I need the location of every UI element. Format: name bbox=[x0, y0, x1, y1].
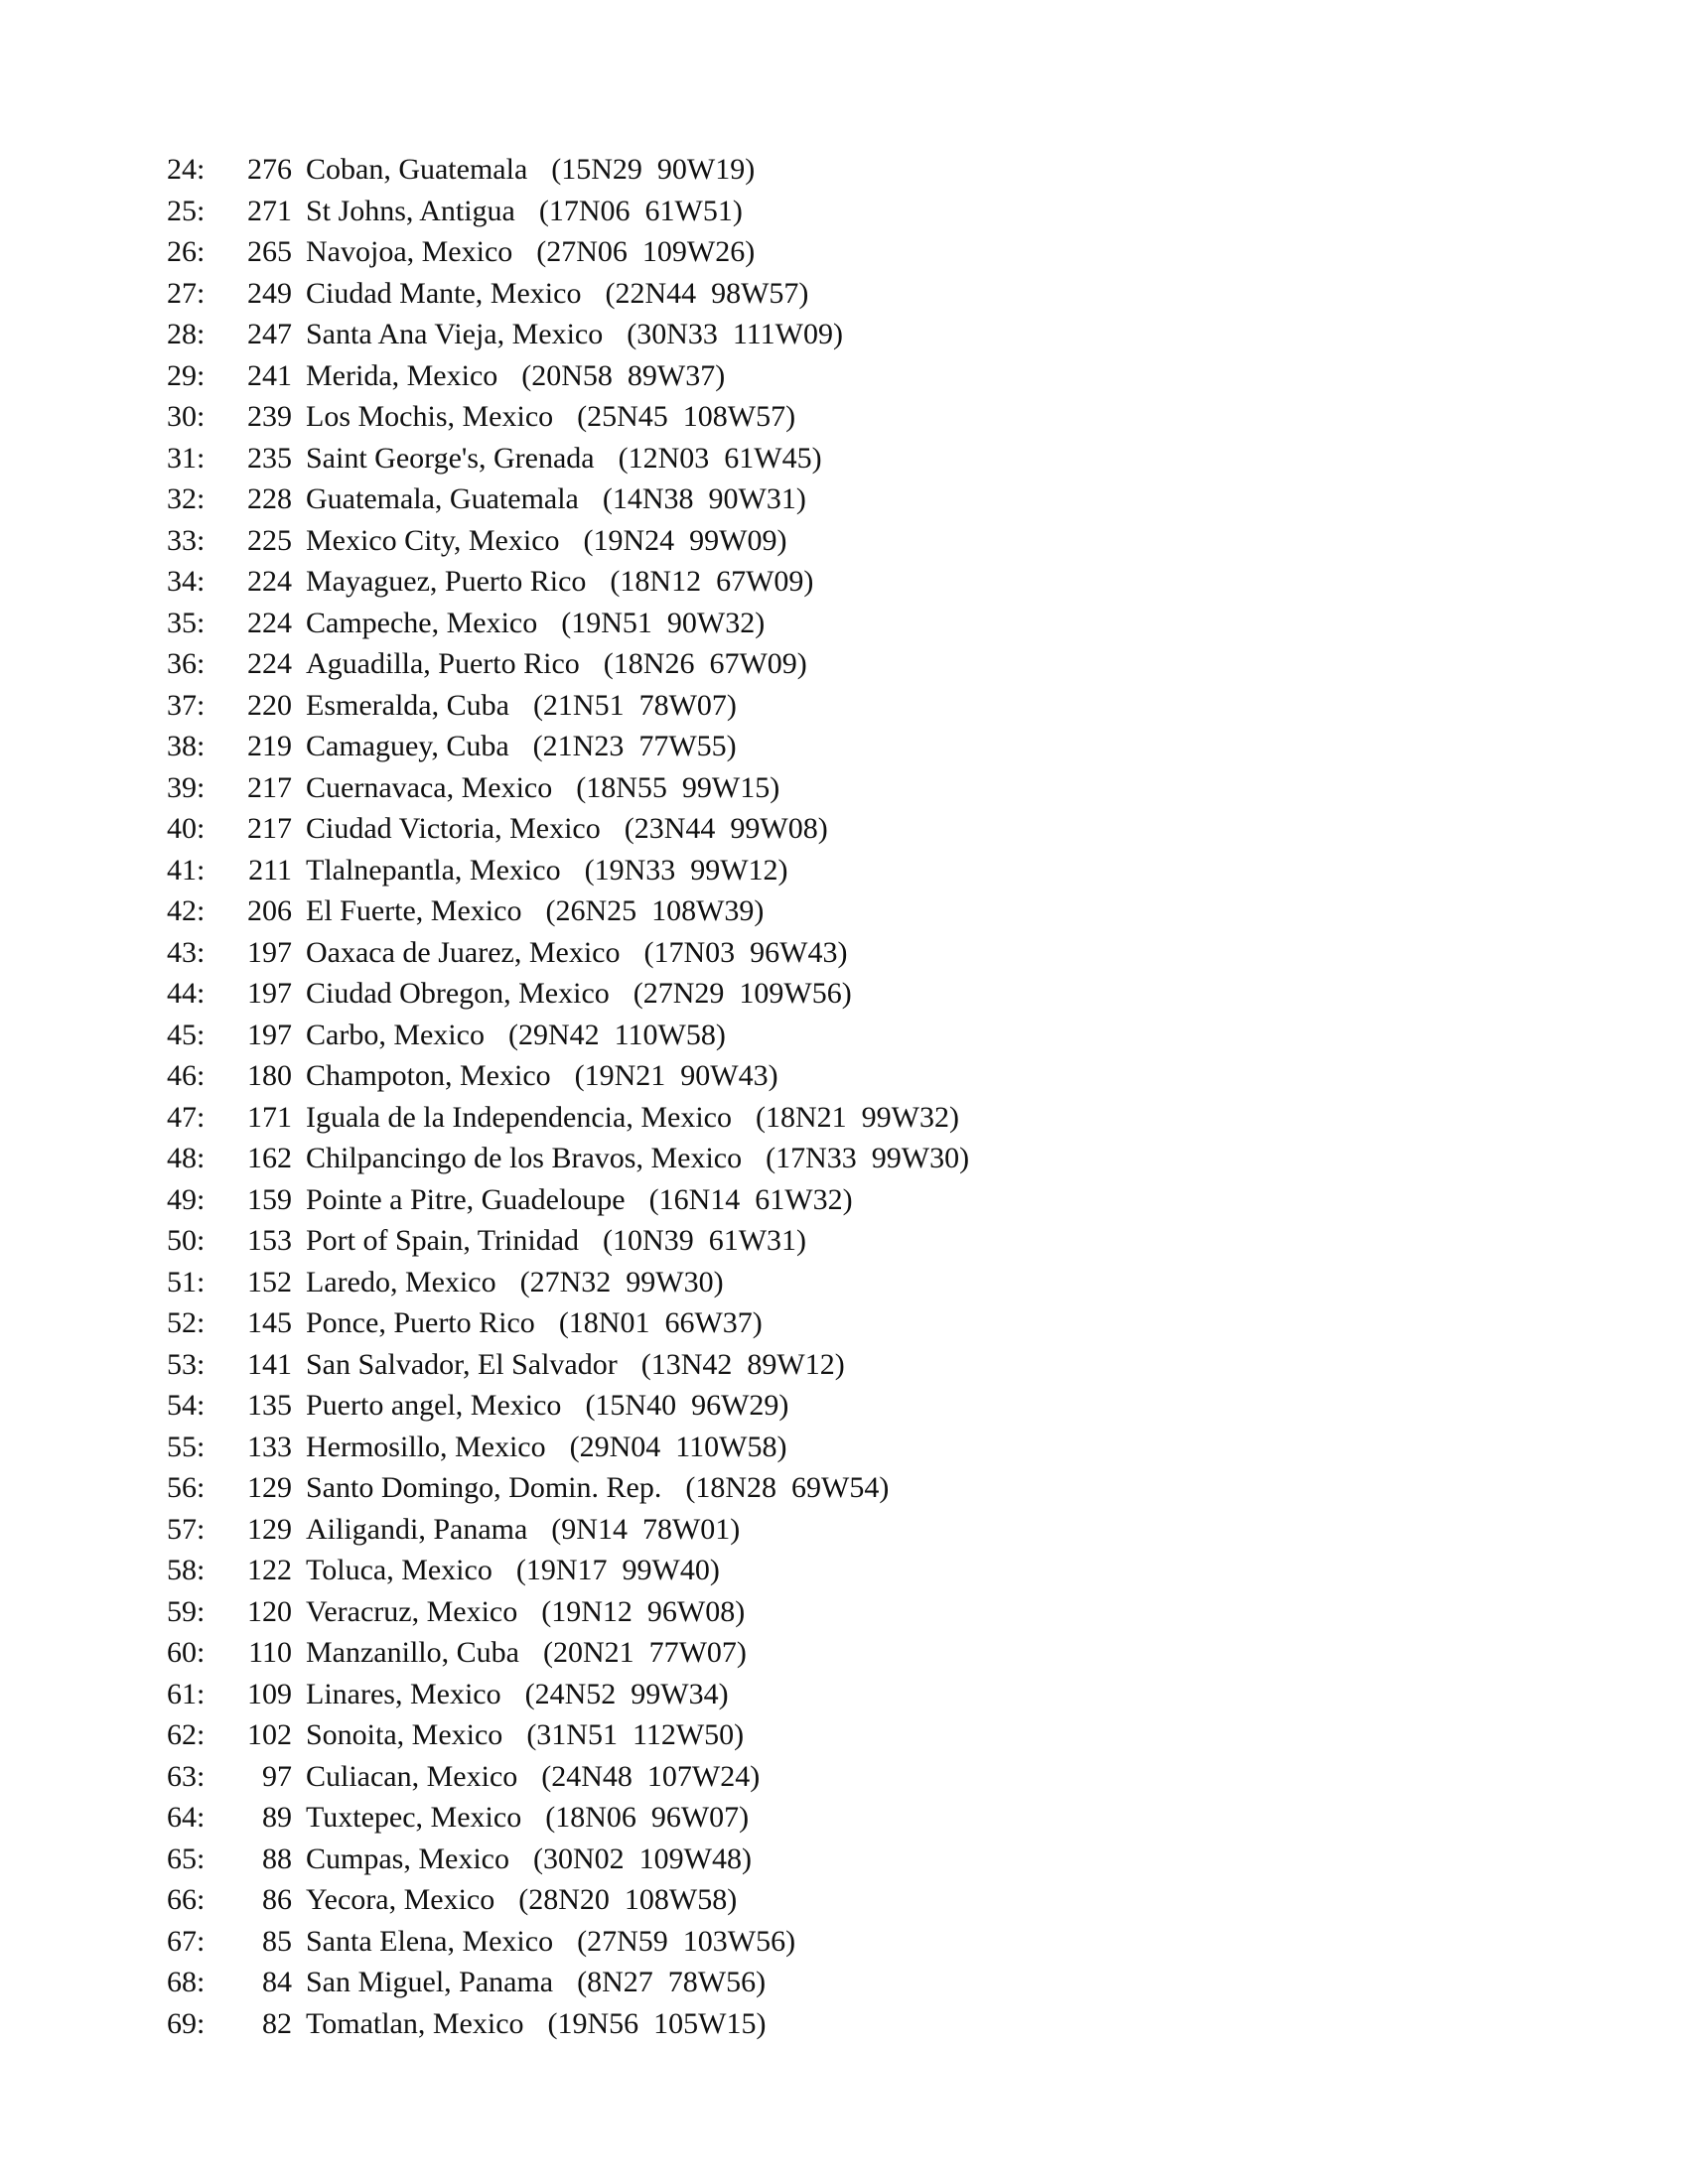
coordinates: (26N25 108W39) bbox=[545, 894, 765, 927]
coordinates: (18N26 67W09) bbox=[603, 647, 807, 680]
coordinates: (24N48 107W24) bbox=[541, 1759, 761, 1793]
list-item bbox=[167, 890, 1557, 932]
place-name: Hermosillo, Mexico bbox=[306, 1430, 546, 1463]
coordinates: (21N51 78W07) bbox=[532, 688, 737, 722]
count-value: 129 bbox=[247, 1512, 292, 1546]
list-item bbox=[167, 438, 1557, 479]
rank-number: 58: bbox=[167, 1554, 206, 1586]
rank-number: 25: bbox=[167, 194, 206, 227]
place-name: Port of Spain, Trinidad bbox=[306, 1224, 580, 1257]
count-value: 153 bbox=[247, 1224, 292, 1257]
coordinates: (17N03 96W43) bbox=[643, 935, 848, 969]
count-value: 224 bbox=[247, 565, 292, 598]
count-value: 228 bbox=[247, 482, 292, 515]
count-value: 86 bbox=[262, 1883, 292, 1916]
coordinates: (19N56 105W15) bbox=[547, 2006, 767, 2040]
place-name: Oaxaca de Juarez, Mexico bbox=[306, 935, 621, 969]
rank-number: 27: bbox=[167, 276, 206, 310]
place-name: St Johns, Antigua bbox=[306, 194, 515, 227]
count-value: 249 bbox=[247, 276, 292, 310]
count-value: 197 bbox=[247, 935, 292, 969]
rank-number: 39: bbox=[167, 770, 206, 804]
count-value: 88 bbox=[262, 1842, 292, 1875]
place-name: Culiacan, Mexico bbox=[306, 1759, 518, 1793]
coordinates: (18N28 69W54) bbox=[685, 1471, 890, 1504]
list-item bbox=[167, 1467, 1557, 1509]
coordinates: (22N44 98W57) bbox=[605, 276, 809, 310]
place-name: Campeche, Mexico bbox=[306, 606, 538, 639]
coordinates: (30N33 111W09) bbox=[627, 318, 843, 350]
place-name: Cuernavaca, Mexico bbox=[306, 770, 553, 804]
rank-number: 57: bbox=[167, 1512, 206, 1546]
coordinates: (25N45 108W57) bbox=[577, 400, 796, 433]
place-name: Pointe a Pitre, Guadeloupe bbox=[306, 1182, 626, 1216]
count-value: 110 bbox=[248, 1636, 292, 1669]
coordinates: (19N21 90W43) bbox=[574, 1059, 778, 1092]
coordinates: (17N33 99W30) bbox=[766, 1142, 970, 1174]
list-item bbox=[167, 1921, 1557, 1963]
rank-number: 35: bbox=[167, 606, 206, 639]
rank-number: 41: bbox=[167, 853, 206, 887]
place-name: Santa Elena, Mexico bbox=[306, 1924, 554, 1958]
rank-number: 55: bbox=[167, 1430, 206, 1463]
place-name: Los Mochis, Mexico bbox=[306, 400, 554, 433]
count-value: 82 bbox=[262, 2006, 292, 2040]
coordinates: (21N23 77W55) bbox=[532, 730, 737, 762]
list-item bbox=[167, 685, 1557, 727]
coordinates: (19N33 99W12) bbox=[584, 853, 788, 887]
rank-number: 43: bbox=[167, 935, 206, 969]
count-value: 241 bbox=[247, 358, 292, 392]
coordinates: (27N59 103W56) bbox=[577, 1924, 796, 1958]
list-item bbox=[167, 1714, 1557, 1756]
list-item bbox=[167, 231, 1557, 273]
place-name: El Fuerte, Mexico bbox=[306, 894, 522, 927]
rank-number: 68: bbox=[167, 1966, 206, 1998]
place-name: Tomatlan, Mexico bbox=[306, 2006, 524, 2040]
rank-number: 24: bbox=[167, 153, 206, 186]
place-name: Chilpancingo de los Bravos, Mexico bbox=[306, 1142, 743, 1174]
place-name: Toluca, Mexico bbox=[306, 1554, 492, 1586]
rank-number: 46: bbox=[167, 1059, 206, 1092]
place-name: Navojoa, Mexico bbox=[306, 235, 513, 268]
rank-number: 33: bbox=[167, 523, 206, 557]
place-name: San Miguel, Panama bbox=[306, 1966, 554, 1998]
list-item bbox=[167, 149, 1557, 191]
place-name: Yecora, Mexico bbox=[306, 1883, 495, 1916]
count-value: 89 bbox=[262, 1801, 292, 1834]
place-name: Ponce, Puerto Rico bbox=[306, 1306, 535, 1339]
rank-number: 54: bbox=[167, 1389, 206, 1422]
count-value: 145 bbox=[247, 1306, 292, 1339]
list-item bbox=[167, 273, 1557, 315]
coordinates: (27N32 99W30) bbox=[519, 1265, 724, 1298]
place-name: Camaguey, Cuba bbox=[306, 730, 509, 762]
rank-number: 30: bbox=[167, 400, 206, 433]
list-item bbox=[167, 1262, 1557, 1303]
coordinates: (18N55 99W15) bbox=[576, 770, 780, 804]
rank-number: 26: bbox=[167, 235, 206, 268]
count-value: 133 bbox=[247, 1430, 292, 1463]
list-item bbox=[167, 1797, 1557, 1839]
coordinates: (27N06 109W26) bbox=[536, 235, 756, 268]
rank-number: 65: bbox=[167, 1842, 206, 1875]
ranked-location-list bbox=[167, 149, 1557, 2044]
count-value: 247 bbox=[247, 318, 292, 350]
count-value: 141 bbox=[247, 1347, 292, 1381]
count-value: 109 bbox=[247, 1677, 292, 1710]
coordinates: (29N04 110W58) bbox=[569, 1430, 787, 1463]
count-value: 162 bbox=[247, 1142, 292, 1174]
coordinates: (31N51 112W50) bbox=[526, 1718, 745, 1751]
count-value: 206 bbox=[247, 894, 292, 927]
rank-number: 37: bbox=[167, 688, 206, 722]
coordinates: (15N40 96W29) bbox=[585, 1389, 789, 1422]
coordinates: (16N14 61W32) bbox=[648, 1182, 853, 1216]
place-name: Laredo, Mexico bbox=[306, 1265, 496, 1298]
rank-number: 34: bbox=[167, 565, 206, 598]
rank-number: 64: bbox=[167, 1801, 206, 1834]
rank-number: 36: bbox=[167, 647, 206, 680]
coordinates: (18N12 67W09) bbox=[610, 565, 814, 598]
rank-number: 32: bbox=[167, 482, 206, 515]
rank-number: 40: bbox=[167, 812, 206, 845]
list-item bbox=[167, 191, 1557, 232]
count-value: 217 bbox=[247, 812, 292, 845]
rank-number: 56: bbox=[167, 1471, 206, 1504]
count-value: 276 bbox=[247, 153, 292, 186]
place-name: Champoton, Mexico bbox=[306, 1059, 551, 1092]
list-item bbox=[167, 1756, 1557, 1798]
rank-number: 45: bbox=[167, 1018, 206, 1051]
list-item bbox=[167, 561, 1557, 603]
coordinates: (24N52 99W34) bbox=[524, 1677, 729, 1710]
count-value: 211 bbox=[248, 853, 292, 887]
coordinates: (19N12 96W08) bbox=[541, 1594, 746, 1628]
coordinates: (8N27 78W56) bbox=[577, 1966, 767, 1998]
count-value: 171 bbox=[247, 1100, 292, 1134]
place-name: Iguala de la Independencia, Mexico bbox=[306, 1100, 732, 1134]
count-value: 217 bbox=[247, 770, 292, 804]
coordinates: (19N51 90W32) bbox=[561, 606, 766, 639]
place-name: Coban, Guatemala bbox=[306, 153, 528, 186]
rank-number: 29: bbox=[167, 358, 206, 392]
coordinates: (23N44 99W08) bbox=[624, 812, 828, 845]
rank-number: 67: bbox=[167, 1924, 206, 1958]
list-item bbox=[167, 1509, 1557, 1551]
list-item bbox=[167, 1385, 1557, 1427]
list-item bbox=[167, 520, 1557, 562]
count-value: 225 bbox=[247, 523, 292, 557]
list-item bbox=[167, 1550, 1557, 1591]
coordinates: (18N21 99W32) bbox=[755, 1100, 959, 1134]
place-name: Manzanillo, Cuba bbox=[306, 1636, 519, 1669]
count-value: 135 bbox=[247, 1389, 292, 1422]
coordinates: (10N39 61W31) bbox=[603, 1224, 807, 1257]
coordinates: (27N29 109W56) bbox=[633, 977, 852, 1010]
coordinates: (15N29 90W19) bbox=[551, 153, 756, 186]
list-item bbox=[167, 396, 1557, 438]
count-value: 265 bbox=[247, 235, 292, 268]
coordinates: (9N14 78W01) bbox=[551, 1512, 741, 1546]
coordinates: (20N58 89W37) bbox=[521, 358, 726, 392]
place-name: Cumpas, Mexico bbox=[306, 1842, 509, 1875]
count-value: 220 bbox=[247, 688, 292, 722]
place-name: Ciudad Mante, Mexico bbox=[306, 276, 582, 310]
count-value: 122 bbox=[247, 1554, 292, 1586]
coordinates: (12N03 61W45) bbox=[618, 441, 822, 475]
place-name: Sonoita, Mexico bbox=[306, 1718, 503, 1751]
count-value: 120 bbox=[247, 1594, 292, 1628]
count-value: 159 bbox=[247, 1182, 292, 1216]
place-name: Veracruz, Mexico bbox=[306, 1594, 518, 1628]
count-value: 97 bbox=[262, 1759, 292, 1793]
place-name: Mayaguez, Puerto Rico bbox=[306, 565, 587, 598]
list-item bbox=[167, 643, 1557, 685]
count-value: 271 bbox=[247, 194, 292, 227]
rank-number: 62: bbox=[167, 1718, 206, 1751]
list-item bbox=[167, 1632, 1557, 1674]
place-name: Mexico City, Mexico bbox=[306, 523, 560, 557]
place-name: Carbo, Mexico bbox=[306, 1018, 485, 1051]
place-name: Santa Ana Vieja, Mexico bbox=[306, 318, 604, 350]
rank-number: 60: bbox=[167, 1636, 206, 1669]
coordinates: (20N21 77W07) bbox=[542, 1636, 747, 1669]
rank-number: 69: bbox=[167, 2006, 206, 2040]
list-item bbox=[167, 1674, 1557, 1715]
list-item bbox=[167, 1879, 1557, 1921]
list-item bbox=[167, 1138, 1557, 1179]
list-item bbox=[167, 1344, 1557, 1386]
rank-number: 66: bbox=[167, 1883, 206, 1916]
rank-number: 48: bbox=[167, 1142, 206, 1174]
coordinates: (14N38 90W31) bbox=[602, 482, 806, 515]
place-name: Linares, Mexico bbox=[306, 1677, 501, 1710]
coordinates: (28N20 108W58) bbox=[518, 1883, 738, 1916]
list-item bbox=[167, 1015, 1557, 1056]
rank-number: 53: bbox=[167, 1347, 206, 1381]
place-name: Ciudad Victoria, Mexico bbox=[306, 812, 601, 845]
count-value: 239 bbox=[247, 400, 292, 433]
list-item bbox=[167, 1427, 1557, 1468]
place-name: Santo Domingo, Domin. Rep. bbox=[306, 1471, 662, 1504]
rank-number: 51: bbox=[167, 1265, 206, 1298]
place-name: Aguadilla, Puerto Rico bbox=[306, 647, 580, 680]
coordinates: (29N42 110W58) bbox=[507, 1018, 726, 1051]
place-name: Esmeralda, Cuba bbox=[306, 688, 509, 722]
count-value: 84 bbox=[262, 1966, 292, 1998]
count-value: 102 bbox=[247, 1718, 292, 1751]
list-item bbox=[167, 355, 1557, 397]
place-name: Guatemala, Guatemala bbox=[306, 482, 579, 515]
coordinates: (30N02 109W48) bbox=[532, 1842, 752, 1875]
list-item bbox=[167, 1302, 1557, 1344]
rank-number: 61: bbox=[167, 1677, 206, 1710]
rank-number: 44: bbox=[167, 977, 206, 1010]
coordinates: (17N06 61W51) bbox=[538, 194, 743, 227]
list-item bbox=[167, 1097, 1557, 1139]
place-name: San Salvador, El Salvador bbox=[306, 1347, 618, 1381]
rank-number: 52: bbox=[167, 1306, 206, 1339]
coordinates: (13N42 89W12) bbox=[640, 1347, 845, 1381]
rank-number: 38: bbox=[167, 730, 206, 762]
rank-number: 49: bbox=[167, 1182, 206, 1216]
place-name: Tlalnepantla, Mexico bbox=[306, 853, 561, 887]
rank-number: 63: bbox=[167, 1759, 206, 1793]
list-item bbox=[167, 603, 1557, 644]
list-item bbox=[167, 973, 1557, 1015]
rank-number: 47: bbox=[167, 1100, 206, 1134]
rank-number: 50: bbox=[167, 1224, 206, 1257]
list-item bbox=[167, 808, 1557, 850]
list-item bbox=[167, 314, 1557, 355]
place-name: Puerto angel, Mexico bbox=[306, 1389, 562, 1422]
rank-number: 31: bbox=[167, 441, 206, 475]
place-name: Saint George's, Grenada bbox=[306, 441, 595, 475]
list-item bbox=[167, 932, 1557, 974]
list-item bbox=[167, 767, 1557, 809]
place-name: Merida, Mexico bbox=[306, 358, 498, 392]
count-value: 197 bbox=[247, 1018, 292, 1051]
rank-number: 42: bbox=[167, 894, 206, 927]
count-value: 152 bbox=[247, 1265, 292, 1298]
count-value: 129 bbox=[247, 1471, 292, 1504]
count-value: 85 bbox=[262, 1924, 292, 1958]
coordinates: (18N01 66W37) bbox=[558, 1306, 763, 1339]
place-name: Tuxtepec, Mexico bbox=[306, 1801, 522, 1834]
rank-number: 28: bbox=[167, 318, 206, 350]
list-item bbox=[167, 850, 1557, 891]
list-item bbox=[167, 478, 1557, 520]
list-item bbox=[167, 2003, 1557, 2045]
coordinates: (18N06 96W07) bbox=[545, 1801, 750, 1834]
place-name: Ailigandi, Panama bbox=[306, 1512, 528, 1546]
list-item bbox=[167, 1055, 1557, 1097]
rank-number: 59: bbox=[167, 1594, 206, 1628]
count-value: 224 bbox=[247, 606, 292, 639]
count-value: 197 bbox=[247, 977, 292, 1010]
count-value: 235 bbox=[247, 441, 292, 475]
count-value: 224 bbox=[247, 647, 292, 680]
list-item bbox=[167, 1839, 1557, 1880]
place-name: Ciudad Obregon, Mexico bbox=[306, 977, 610, 1010]
list-item bbox=[167, 1179, 1557, 1221]
list-item bbox=[167, 726, 1557, 767]
list-item bbox=[167, 1220, 1557, 1262]
list-item bbox=[167, 1591, 1557, 1633]
count-value: 180 bbox=[247, 1059, 292, 1092]
coordinates: (19N17 99W40) bbox=[515, 1554, 720, 1586]
coordinates: (19N24 99W09) bbox=[583, 523, 787, 557]
count-value: 219 bbox=[247, 730, 292, 762]
list-item bbox=[167, 1962, 1557, 2003]
